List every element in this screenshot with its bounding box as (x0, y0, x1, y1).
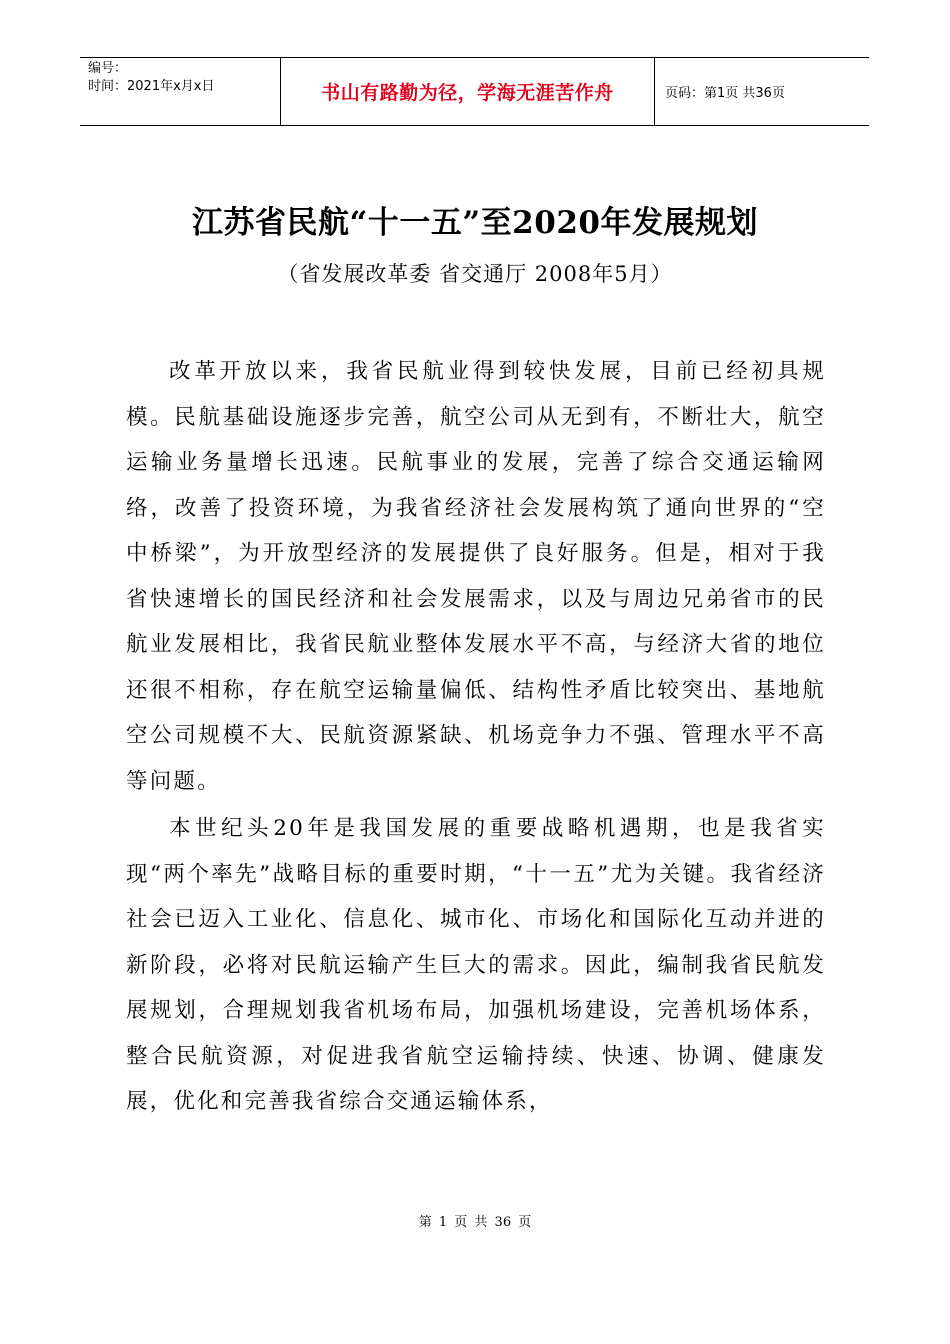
document-body (126, 349, 826, 1127)
page-info-label: 页码：第1页 共36页 (665, 86, 785, 101)
body-paragraph: 本世纪头20年是我国发展的重要战略机遇期，也是我省实现“两个率先”战略目标的重要时期，“十一五”尤为关键。我省经济社会已迈入工业化、信息化、城市化、市场化和国际化互动并进的新阶段，必将对民航运输产生巨大的需求。因此，编制我省民航发展规划，合理规划我省机场布局，加强机场建设，完善机场体系，整合民航资源，对促进我省航空运输持续、快速、协调、健康发展，优化和完善我省综合交通运输体系， (126, 816, 826, 1114)
serial-number-label: 编号： (88, 61, 128, 76)
motto-text: 书山有路勤为径，学海无涯苦作舟 (321, 82, 614, 104)
header-page-cell (655, 58, 869, 125)
date-label: 时间：2021年x月x日 (88, 79, 215, 94)
header-meta-cell (80, 58, 281, 125)
body-paragraph: 改革开放以来，我省民航业得到较快发展，目前已经初具规模。民航基础设施逐步完善，航空公司从无到有，不断壮大，航空运输业务量增长迅速。民航事业的发展，完善了综合交通运输网络，改善了投资环境，为我省经济社会发展构筑了通向世界的“空中桥梁”，为开放型经济的发展提供了良好服务。但是，相对于我省快速增长的国民经济和社会发展需求，以及与周边兄弟省市的民航业发展相比，我省民航业整体发展水平不高，与经济大省的地位还很不相称，存在航空运输量偏低、结构性矛盾比较突出、基地航空公司规模不大、民航资源紧缺、机场竞争力不强、管理水平不高等问题。 (126, 359, 826, 794)
document-title: 江苏省民航“十一五”至2020年发展规划 (192, 205, 758, 241)
page-footer: 第 1 页 共 36 页 (418, 1215, 532, 1230)
header-motto-cell (281, 58, 655, 125)
document-subtitle: （省发展改革委 省交通厅 2008年5月） (277, 262, 673, 286)
page-header (80, 57, 869, 126)
